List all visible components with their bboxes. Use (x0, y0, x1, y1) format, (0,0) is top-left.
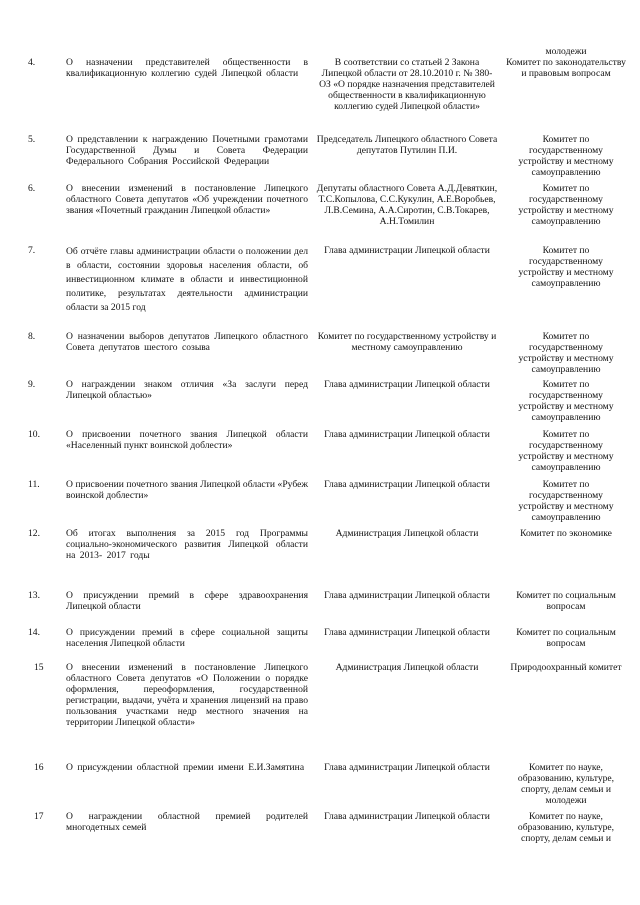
item-committee: Комитет по государственному устройству и местному самоуправлению (518, 245, 614, 289)
item-number: 12. (28, 528, 40, 539)
item-number: 6. (28, 183, 36, 194)
item-author: Администрация Липецкой области (335, 528, 479, 539)
item-committee: Комитет по экономике (520, 528, 612, 539)
item-subject: О присуждении премий в сфере социальной защиты населения Липецкой области (66, 627, 308, 649)
item-subject: О назначении представителей общественности в квалификационную коллегию судей Липецкой области (66, 57, 308, 79)
item-author: Глава администрации Липецкой области (324, 811, 490, 822)
item-number: 10. (28, 429, 40, 440)
item-subject: О присвоении почетного звания Липецкой области «Рубеж воинской доблести» (66, 479, 308, 501)
item-subject: О внесении изменений в постановление Липецкого областного Совета депутатов «Об учреждении почетного звания «Почетный гражданин Липецкой области» (66, 183, 308, 216)
item-number: 14. (28, 627, 40, 638)
item-subject: Об итогах выполнения за 2015 год Программы социально-экономического развития Липецкой области на 2013- 2017 годы (66, 528, 308, 561)
item-subject: О назначении выборов депутатов Липецкого областного Совета депутатов шестого созыва (66, 331, 308, 353)
item-author: Глава администрации Липецкой области (324, 590, 490, 601)
item-committee: Комитет по государственному устройству и местному самоуправлению (518, 331, 614, 375)
item-subject: О внесении изменений в постановление Липецкого областного Совета депутатов «О Положении о порядке оформления, переоформления, государственной регистрации, выдачи, учёта и хранения лицензий на право пользования участками недр местного значения на территории Липецкой области» (66, 662, 308, 728)
item-committee: Комитет по науке, образованию, культуре, спорту, делам семьи и (517, 811, 615, 844)
item-author: Администрация Липецкой области (335, 662, 479, 673)
item-subject: О присуждении премий в сфере здравоохранения Липецкой области (66, 590, 308, 612)
item-number: 7. (28, 245, 36, 256)
item-author: Комитет по государственному устройству и местному самоуправлению (317, 331, 497, 353)
item-author: Депутаты областного Совета А.Д.Девяткин, Т.С.Копылова, С.С.Кукулин, А.Е.Воробьев, Л.В.Семина, А.А.Сиротин, С.В.Токарев, А.Н.Томилин (316, 183, 498, 227)
item-number: 11. (28, 479, 40, 490)
item-number: 13. (28, 590, 40, 601)
item-subject: О награждении областной премией родителей многодетных семей (66, 811, 308, 833)
item-author: Председатель Липецкого областного Совета депутатов Путилин П.И. (316, 134, 498, 156)
committee-carry-over: молодежи (545, 46, 587, 57)
item-author: Глава администрации Липецкой области (324, 429, 490, 440)
item-committee: Комитет по науке, образованию, культуре, спорту, делам семьи и молодежи (517, 762, 615, 806)
item-number: 4. (28, 57, 36, 68)
item-committee: Комитет по государственному устройству и местному самоуправлению (518, 134, 614, 178)
item-subject: Об отчёте главы администрации области о положении дел в области, состоянии здоровья населения области, об инвестиционном климате в области и инвестиционной политике, результатах деятельности администрации области за 2015 год (66, 246, 308, 313)
item-number: 17 (34, 811, 44, 822)
item-number: 8. (28, 331, 36, 342)
item-committee: Комитет по государственному устройству и местному самоуправлению (518, 183, 614, 227)
item-committee: Комитет по законодательству и правовым вопросам (506, 57, 626, 79)
item-author: В соответствии со статьей 2 Закона Липецкой области от 28.10.2010 г. № 380-ОЗ «О порядке назначения представителей общественности в квалификационную коллегию судей Липецкой области» (319, 57, 495, 112)
item-subject: О награждении знаком отличия «За заслуги перед Липецкой областью» (66, 379, 308, 401)
item-committee: Комитет по государственному устройству и местному самоуправлению (518, 479, 614, 523)
item-committee: Комитет по социальным вопросам (516, 627, 616, 649)
item-subject: О представлении к награждению Почетными грамотами Государственной Думы и Совета Федерации Федерального Собрания Российской Федерации (66, 134, 308, 167)
item-author: Глава администрации Липецкой области (324, 762, 490, 773)
item-number: 15 (34, 662, 44, 673)
item-author: Глава администрации Липецкой области (324, 379, 490, 390)
item-committee: Комитет по государственному устройству и местному самоуправлению (518, 379, 614, 423)
item-number: 5. (28, 134, 36, 145)
item-committee: Комитет по социальным вопросам (516, 590, 616, 612)
item-author: Глава администрации Липецкой области (324, 627, 490, 638)
item-committee: Комитет по государственному устройству и местному самоуправлению (518, 429, 614, 473)
item-committee: Природоохранный комитет (510, 662, 622, 673)
item-author: Глава администрации Липецкой области (324, 245, 490, 256)
item-subject: О присуждении областной премии имени Е.И.Замятина (66, 762, 305, 773)
item-number: 9. (28, 379, 36, 390)
item-subject: О присвоении почетного звания Липецкой области «Населенный пункт воинской доблести» (66, 429, 308, 451)
item-number: 16 (34, 762, 44, 773)
item-author: Глава администрации Липецкой области (324, 479, 490, 490)
